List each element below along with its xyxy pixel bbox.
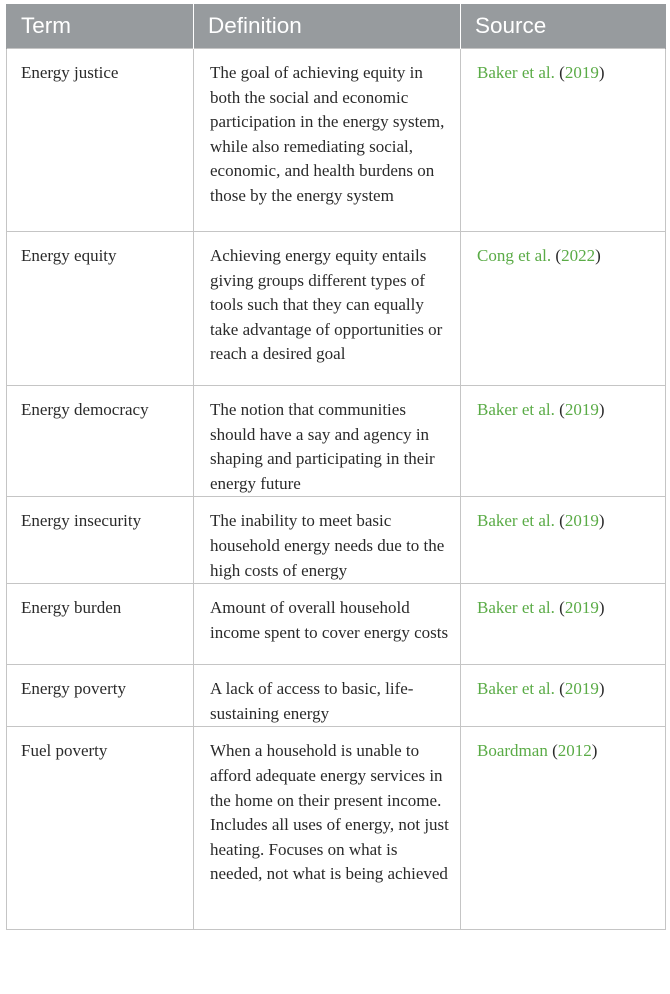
source-author-link[interactable]: Baker et al. [477, 679, 555, 699]
table-row [7, 497, 666, 584]
source-year-link[interactable]: 2022 [561, 246, 596, 265]
source-year-link[interactable]: 2019 [564, 63, 599, 82]
header-definition: Definition [194, 4, 461, 49]
source-author-link[interactable]: Baker et al. [477, 511, 555, 531]
table-body [7, 49, 666, 930]
definition-cell: When a household is unable to afford adequate energy services in the home on their present income. Includes all uses of energy, not just heating. Focuses on what is needed, not what is being achieved [194, 727, 461, 930]
header-row [7, 4, 666, 49]
source-year-link[interactable]: 2019 [564, 400, 599, 419]
source-author-link[interactable]: Baker et al. [477, 598, 555, 618]
source-cell: Baker et al. (2019) [461, 386, 666, 497]
definition-cell: Achieving energy equity entails giving groups different types of tools such that they can equally take advantage of opportunities or reach a desired goal [194, 232, 461, 386]
source-year-link[interactable]: 2019 [564, 679, 599, 699]
table-row [7, 232, 666, 386]
definition-cell: The notion that communities should have a say and agency in shaping and participating in their energy future [194, 386, 461, 497]
table-row [7, 727, 666, 930]
term-cell: Energy justice [7, 49, 194, 232]
source-author-link[interactable]: Baker et al. [477, 400, 555, 419]
term-cell: Energy poverty [7, 665, 194, 727]
term-cell: Energy burden [7, 584, 194, 665]
definition-cell: A lack of access to basic, life-sustaining energy [194, 665, 461, 727]
definition-cell: The inability to meet basic household energy needs due to the high costs of energy [194, 497, 461, 584]
source-cell: Cong et al. (2022) [461, 232, 666, 386]
source-cell: Boardman (2012) [461, 727, 666, 930]
source-cell: Baker et al. (2019) [461, 665, 666, 727]
definition-cell: Amount of overall household income spent to cover energy costs [194, 584, 461, 665]
source-cell: Baker et al. (2019) [461, 497, 666, 584]
table-row [7, 386, 666, 497]
source-cell: Baker et al. (2019) [461, 584, 666, 665]
definition-cell: The goal of achieving equity in both the social and economic participation in the energy system, while also remediating social, economic, and health burdens on those by the energy system [194, 49, 461, 232]
term-cell: Energy insecurity [7, 497, 194, 584]
source-year-link[interactable]: 2012 [557, 741, 592, 761]
table-header [7, 4, 666, 49]
source-cell: Baker et al. (2019) [461, 49, 666, 232]
term-cell: Energy democracy [7, 386, 194, 497]
table-row [7, 49, 666, 232]
source-author-link[interactable]: Baker et al. [477, 63, 555, 82]
source-year-link[interactable]: 2019 [564, 511, 599, 531]
definitions-table [6, 4, 666, 930]
source-author-link[interactable]: Boardman [477, 741, 548, 761]
table-row [7, 584, 666, 665]
header-source: Source [461, 4, 666, 49]
source-year-link[interactable]: 2019 [564, 598, 599, 618]
source-author-link[interactable]: Cong et al. [477, 246, 552, 265]
header-term: Term [7, 4, 194, 49]
term-cell: Fuel poverty [7, 727, 194, 930]
table-row [7, 665, 666, 727]
term-cell: Energy equity [7, 232, 194, 386]
